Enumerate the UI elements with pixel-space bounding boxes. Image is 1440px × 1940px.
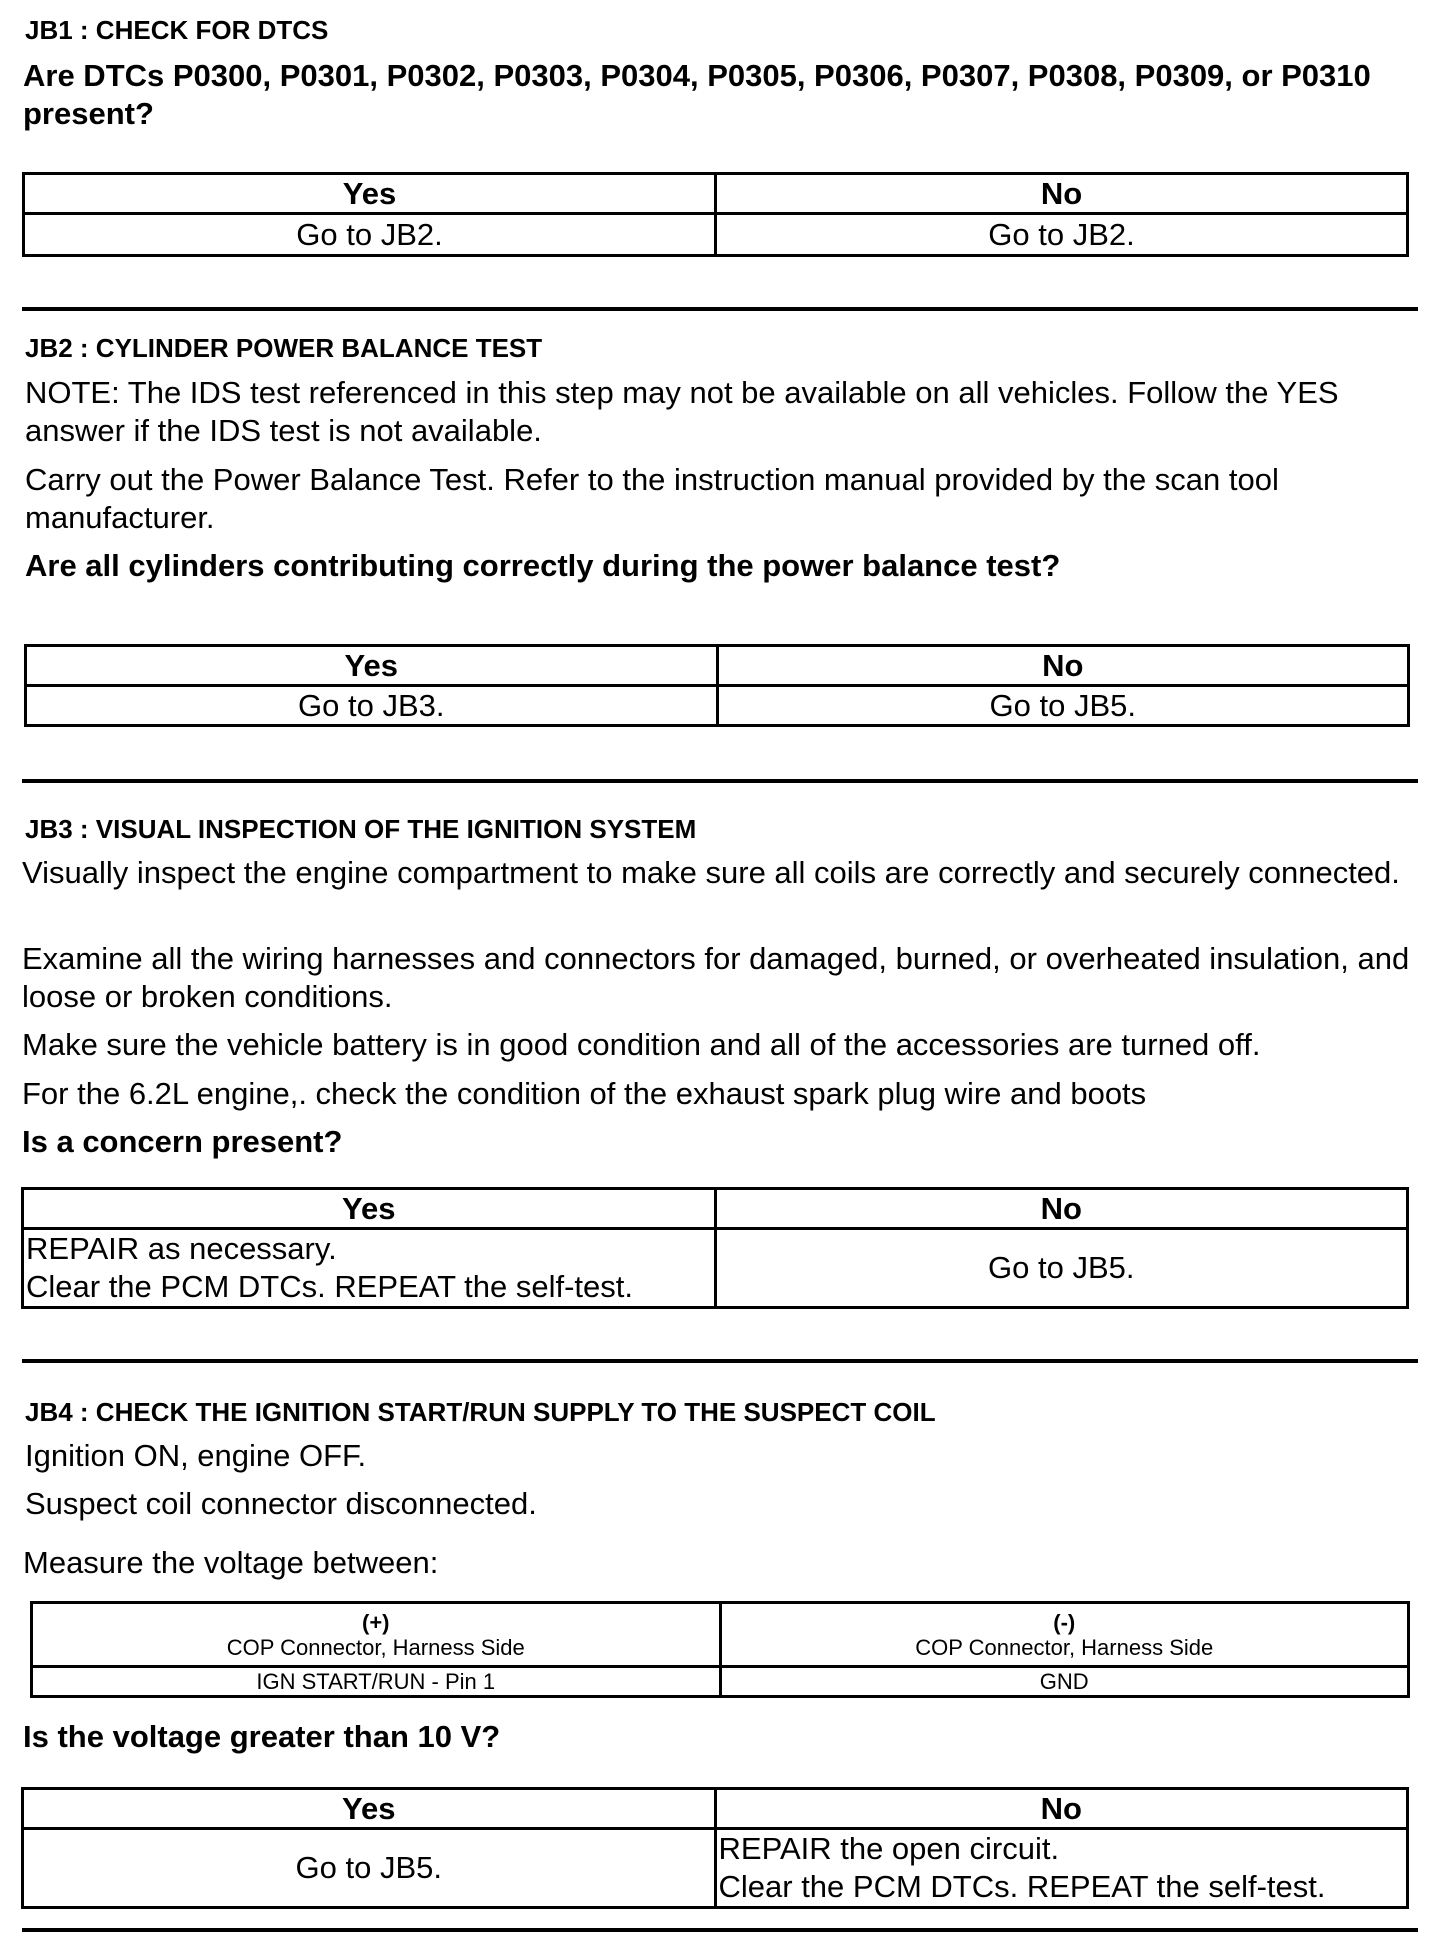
jb1-yes-header: Yes — [24, 174, 716, 214]
jb1-no-action: Go to JB2. — [716, 214, 1408, 256]
jb2-note: NOTE: The IDS test referenced in this step may not be available on all vehicles. Follow the YES answer if the IDS test is not available. — [25, 375, 1339, 448]
jb3-step-2: Examine all the wiring harnesses and connectors for damaged, burned, or overheated insulation, and loose or broken conditions. — [22, 941, 1410, 1014]
jb2-no-action: Go to JB5. — [717, 686, 1409, 726]
jb3-step-3: Make sure the vehicle battery is in good condition and all of the accessories are turned off. — [22, 1027, 1261, 1062]
measure-neg-header — [720, 1603, 1409, 1667]
jb3-yes-action-line1: REPAIR as necessary. — [26, 1231, 337, 1266]
jb3-yes-action-line2: Clear the PCM DTCs. REPEAT the self-test. — [26, 1269, 633, 1304]
jb3-yes-header: Yes — [23, 1189, 716, 1229]
jb4-no-action — [715, 1829, 1408, 1908]
jb1-question: Are DTCs P0300, P0301, P0302, P0303, P0304, P0305, P0306, P0307, P0308, P0309, or P0310 present? — [23, 58, 1371, 131]
jb4-measure-table — [30, 1601, 1410, 1698]
measure-pos-label: (+) — [362, 1609, 390, 1635]
jb4-step-1: Ignition ON, engine OFF. — [25, 1438, 367, 1473]
jb4-answer-table — [21, 1787, 1409, 1909]
jb1-no-header: No — [716, 174, 1408, 214]
jb3-no-header: No — [715, 1189, 1408, 1229]
jb3-question: Is a concern present? — [22, 1124, 343, 1159]
jb3-yes-action — [23, 1229, 716, 1308]
jb2-instruction: Carry out the Power Balance Test. Refer to the instruction manual provided by the scan tool manufacturer. — [25, 462, 1279, 535]
jb3-step-1: Visually inspect the engine compartment to make sure all coils are correctly and securely connected. — [22, 855, 1400, 890]
measure-pos-header — [32, 1603, 721, 1667]
divider — [22, 1359, 1418, 1363]
jb2-yes-action: Go to JB3. — [26, 686, 718, 726]
jb2-question: Are all cylinders contributing correctly during the power balance test? — [25, 548, 1061, 583]
jb2-title: JB2 : CYLINDER POWER BALANCE TEST — [25, 333, 543, 363]
jb1-answer-table — [22, 172, 1409, 257]
jb4-yes-action: Go to JB5. — [23, 1829, 716, 1908]
jb3-answer-table — [21, 1187, 1409, 1309]
jb2-answer-table — [24, 644, 1410, 727]
jb3-step-4: For the 6.2L engine,. check the condition of the exhaust spark plug wire and boots — [22, 1076, 1147, 1111]
jb4-measure-intro: Measure the voltage between: — [23, 1545, 439, 1580]
jb3-title: JB3 : VISUAL INSPECTION OF THE IGNITION SYSTEM — [25, 814, 697, 844]
measure-pos-value: IGN START/RUN - Pin 1 — [32, 1667, 721, 1697]
jb1-yes-action: Go to JB2. — [24, 214, 716, 256]
measure-neg-value: GND — [720, 1667, 1409, 1697]
measure-neg-sub: COP Connector, Harness Side — [915, 1634, 1214, 1660]
divider — [22, 779, 1418, 783]
jb4-no-action-line1: REPAIR the open circuit. — [718, 1831, 1060, 1866]
jb4-title: JB4 : CHECK THE IGNITION START/RUN SUPPLY TO THE SUSPECT COIL — [25, 1397, 936, 1427]
jb1-title: JB1 : CHECK FOR DTCS — [25, 15, 329, 45]
jb4-step-2: Suspect coil connector disconnected. — [25, 1486, 537, 1521]
jb3-no-action: Go to JB5. — [715, 1229, 1408, 1308]
measure-neg-label: (-) — [1053, 1609, 1076, 1635]
jb4-no-header: No — [715, 1789, 1408, 1829]
jb2-yes-header: Yes — [26, 646, 718, 686]
jb4-question: Is the voltage greater than 10 V? — [23, 1719, 501, 1754]
measure-pos-sub: COP Connector, Harness Side — [226, 1634, 525, 1660]
divider — [22, 1928, 1418, 1932]
jb4-yes-header: Yes — [23, 1789, 716, 1829]
divider — [22, 307, 1418, 311]
jb2-no-header: No — [717, 646, 1409, 686]
jb4-no-action-line2: Clear the PCM DTCs. REPEAT the self-test. — [718, 1869, 1326, 1904]
